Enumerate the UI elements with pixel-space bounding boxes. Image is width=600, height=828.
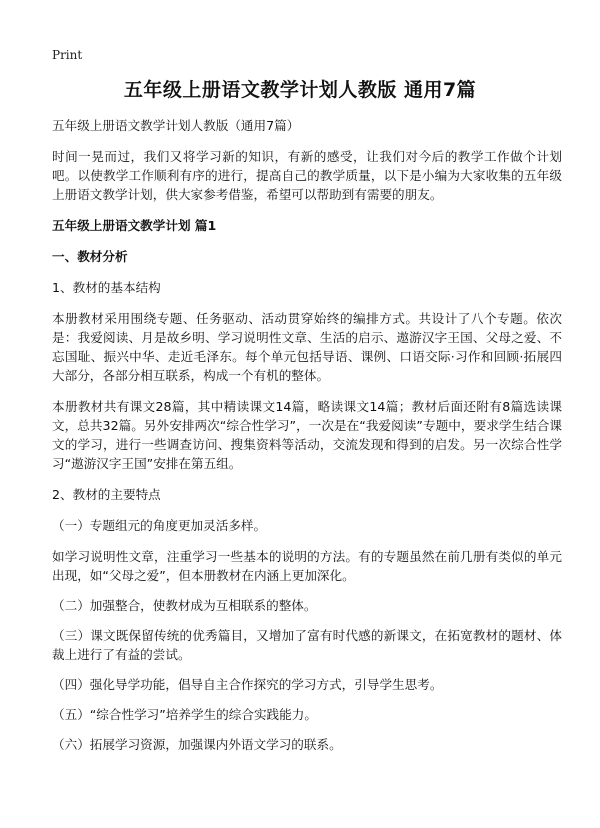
page-title: 五年级上册语文教学计划人教版 通用7篇 [123,79,477,101]
feature-2: （二）加强整合，使教材成为互相联系的整体。 [52,598,317,613]
section-heading: 五年级上册语文教学计划 篇1 [52,218,217,233]
part1-heading: 一、教材分析 [52,249,128,264]
structure-paragraph-1: 本册教材采用围绕专题、任务驱动、活动贯穿始终的编排方式。共设计了八个专题。依次是：我爱阅读、月是故乡明、学习说明性文章、生活的启示、遨游汉字王国、父母之爱、不忘国耻、振兴中华、走近毛泽东。每个单元包括导语、课例、口语交际·习作和回顾·拓展四大部分，各部分相互联系，构成一个有机的整体。 [52,311,562,383]
feature-5: （五）“综合性学习”培养学生的综合实践能力。 [52,707,317,722]
sub1-heading: 1、教材的基本结构 [52,280,161,295]
subtitle: 五年级上册语文教学计划人教版（通用7篇） [52,118,300,133]
structure-paragraph-2: 本册教材共有课文28篇，其中精读课文14篇，略读课文14篇；教材后面还附有8篇选读课文，总共32篇。另外安排两次“综合性学习”，一次是在“我爱阅读”专题中，要求学生结合课文的学习，进行一些调查访问、搜集资料等活动，交流发现和得到的启发。另一次综合性学习“遨游汉字王国”安排在第五组。 [52,399,562,471]
feature-6: （六）拓展学习资源，加强课内外语文学习的联系。 [52,737,342,752]
feature-4: （四）强化导学功能，倡导自主合作探究的学习方式，引导学生思考。 [52,677,443,692]
print-link[interactable]: Print [52,48,83,62]
feature-1-detail: 如学习说明性文章，注重学习一些基本的说明的方法。有的专题虽然在前几册有类似的单元出现，如“父母之爱”，但本册教材在内涵上更加深化。 [52,549,562,583]
feature-3: （三）课文既保留传统的优秀篇目，又增加了富有时代感的新课文，在拓宽教材的题材、体裁上进行了有益的尝试。 [52,628,562,662]
sub2-heading: 2、教材的主要特点 [52,487,161,502]
intro-paragraph: 时间一晃而过，我们又将学习新的知识，有新的感受，让我们对今后的教学工作做个计划吧。以使教学工作顺利有序的进行，提高自己的教学质量，以下是小编为大家收集的五年级上册语文教学计划，供大家参考借鉴，希望可以帮助到有需要的朋友。 [52,149,562,202]
document-body [52,116,562,754]
feature-1: （一）专题组元的角度更加灵活多样。 [52,518,267,533]
